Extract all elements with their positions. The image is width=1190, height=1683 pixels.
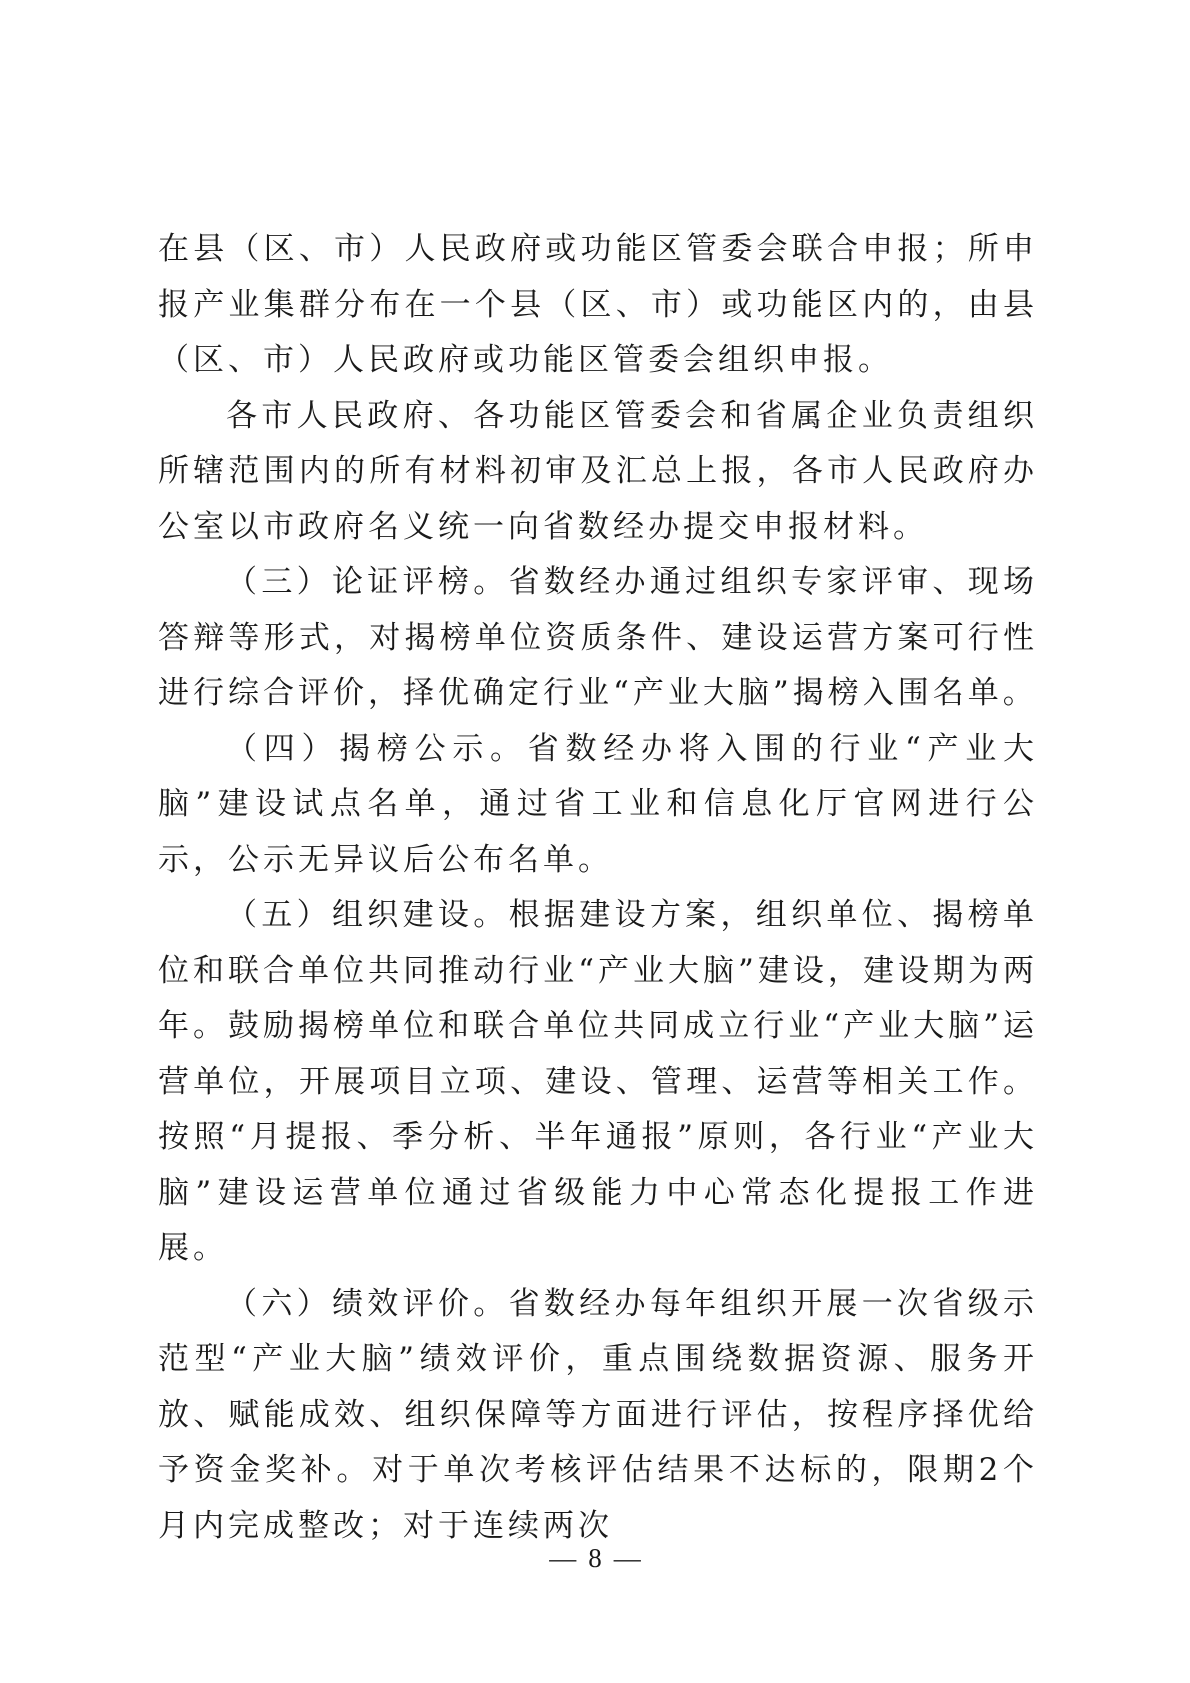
paragraph-5 xyxy=(158,888,1038,1277)
section-number: （六） xyxy=(226,1285,332,1322)
footer-dash-left: — xyxy=(549,1543,577,1573)
section-number: （四） xyxy=(226,730,340,767)
section-number: （五） xyxy=(226,897,332,933)
section-title: 组织建设。 xyxy=(331,897,509,933)
page-footer xyxy=(0,1538,1190,1578)
document-body xyxy=(158,222,1038,1554)
section-text: 省数经办通过组织专家评审、现场答辩等形式，对揭榜单位资质条件、建设运营方案可行性进行综合评价，择优确定行业“产业大脑”揭榜入围名单。 xyxy=(158,564,1039,711)
section-text: 根据建设方案，组织单位、揭榜单位和联合单位共同推动行业“产业大脑”建设，建设期为两年。鼓励揭榜单位和联合单位共同成立行业“产业大脑”运营单位，开展项目立项、建设、管理、运营等相关工作。按照“月提报、季分析、半年通报”原则，各行业“产业大脑”建设运营单位通过省级能力中心常态化提报工作进展。 xyxy=(158,897,1039,1266)
section-number: （三） xyxy=(226,564,332,600)
paragraph-6 xyxy=(158,1277,1038,1555)
paragraph-3 xyxy=(158,555,1038,722)
section-text: 省数经办将入围的行业“产业大脑”建设试点名单，通过省工业和信息化厅官网进行公示，公示无异议后公布名单。 xyxy=(158,730,1039,878)
paragraph-4 xyxy=(158,722,1038,889)
footer-dash-right: — xyxy=(613,1543,641,1573)
page-number: 8 xyxy=(588,1543,602,1573)
section-text: 省数经办每年组织开展一次省级示范型“产业大脑”绩效评价，重点围绕数据资源、服务开放、赋能成效、组织保障等方面进行评估，按程序择优给予资金奖补。对于单次考核评估结果不达标的，限期2个月内完成整改；对于连续两次 xyxy=(158,1285,1039,1544)
paragraph-1: 在县（区、市）人民政府或功能区管委会联合申报；所申报产业集群分布在一个县（区、市）或功能区内的，由县（区、市）人民政府或功能区管委会组织申报。 xyxy=(158,231,1038,378)
paragraph-2: 各市人民政府、各功能区管委会和省属企业负责组织所辖范围内的所有材料初审及汇总上报，各市人民政府办公室以市政府名义统一向省数经办提交申报材料。 xyxy=(158,397,1038,545)
section-title: 绩效评价。 xyxy=(331,1285,509,1322)
section-title: 论证评榜。 xyxy=(331,564,509,600)
section-title: 揭榜公示。 xyxy=(339,730,528,767)
